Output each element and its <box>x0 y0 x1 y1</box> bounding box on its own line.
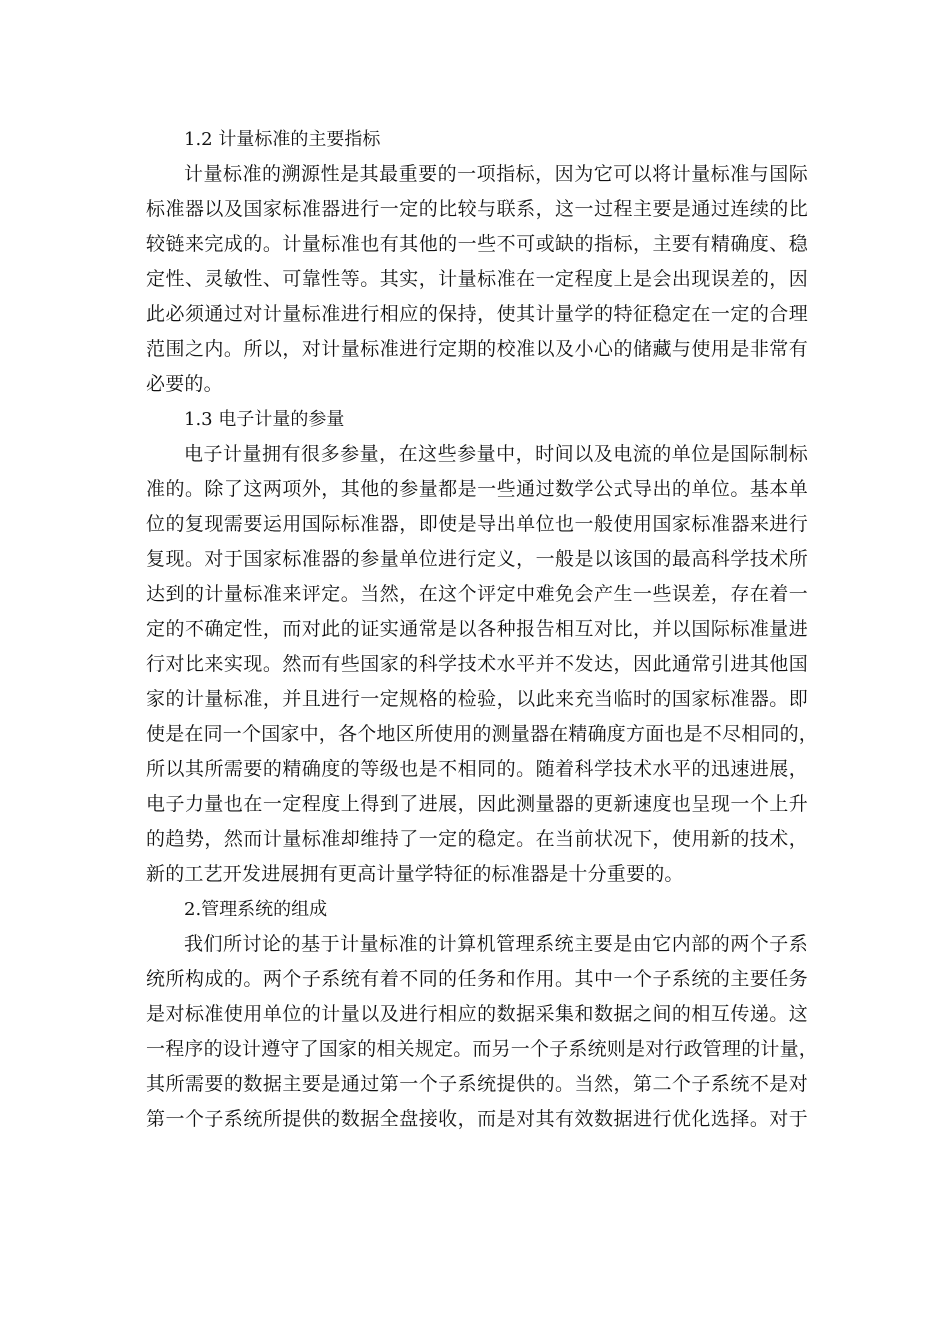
text-line: 较链来完成的。计量标准也有其他的一些不可或缺的指标，主要有精确度、稳 <box>146 233 808 255</box>
text-line: 必要的。 <box>146 373 223 395</box>
text-line: 计量标准的溯源性是其最重要的一项指标，因为它可以将计量标准与国际 <box>184 163 808 185</box>
text-line: 我们所讨论的基于计量标准的计算机管理系统主要是由它内部的两个子系 <box>184 933 808 955</box>
text-line: 达到的计量标准来评定。当然，在这个评定中难免会产生一些误差，存在着一 <box>146 583 808 605</box>
document-body <box>146 122 819 1137</box>
paragraph <box>146 927 819 1137</box>
text-line: 其所需要的数据主要是通过第一个子系统提供的。当然，第二个子系统不是对 <box>146 1073 808 1095</box>
text-line: 使是在同一个国家中，各个地区所使用的测量器在精确度方面也是不尽相同的， <box>146 723 819 745</box>
text-line: 定的不确定性，而对此的证实通常是以各种报告相互对比，并以国际标准量进 <box>146 618 808 640</box>
section-heading: 1.2 计量标准的主要指标 <box>184 129 381 150</box>
text-line: 新的工艺开发进展拥有更高计量学特征的标准器是十分重要的。 <box>146 863 684 885</box>
text-line: 电子计量拥有很多参量，在这些参量中，时间以及电流的单位是国际制标 <box>184 443 808 465</box>
text-line: 复现。对于国家标准器的参量单位进行定义，一般是以该国的最高科学技术所 <box>146 548 808 570</box>
text-line: 行对比来实现。然而有些国家的科学技术水平并不发达，因此通常引进其他国 <box>146 653 808 675</box>
text-line: 一程序的设计遵守了国家的相关规定。而另一个子系统则是对行政管理的计量， <box>146 1038 819 1060</box>
text-line: 电子力量也在一定程度上得到了进展，因此测量器的更新速度也呈现一个上升 <box>146 793 808 815</box>
text-line: 准的。除了这两项外，其他的参量都是一些通过数学公式导出的单位。基本单 <box>146 478 808 500</box>
text-line: 是对标准使用单位的计量以及进行相应的数据采集和数据之间的相互传递。这 <box>146 1003 808 1025</box>
paragraph <box>146 157 808 402</box>
section-heading: 1.3 电子计量的参量 <box>184 409 345 430</box>
paragraph <box>146 437 819 892</box>
text-line: 标准器以及国家标准器进行一定的比较与联系，这一过程主要是通过连续的比 <box>146 198 808 220</box>
text-line: 第一个子系统所提供的数据全盘接收，而是对其有效数据进行优化选择。对于 <box>146 1108 808 1130</box>
text-line: 统所构成的。两个子系统有着不同的任务和作用。其中一个子系统的主要任务 <box>146 968 808 990</box>
text-line: 定性、灵敏性、可靠性等。其实，计量标准在一定程度上是会出现误差的，因 <box>146 268 808 290</box>
text-line: 位的复现需要运用国际标准器，即使是导出单位也一般使用国家标准器来进行 <box>146 513 808 535</box>
text-line: 的趋势，然而计量标准却维持了一定的稳定。在当前状况下，使用新的技术， <box>146 828 808 850</box>
section-heading: 2.管理系统的组成 <box>184 899 328 920</box>
text-line: 此必须通过对计量标准进行相应的保持，使其计量学的特征稳定在一定的合理 <box>146 303 808 325</box>
text-line: 范围之内。所以，对计量标准进行定期的校准以及小心的储藏与使用是非常有 <box>146 338 808 360</box>
text-line: 所以其所需要的精确度的等级也是不相同的。随着科学技术水平的迅速进展， <box>146 758 808 780</box>
text-line: 家的计量标准，并且进行一定规格的检验，以此来充当临时的国家标准器。即 <box>146 688 808 710</box>
